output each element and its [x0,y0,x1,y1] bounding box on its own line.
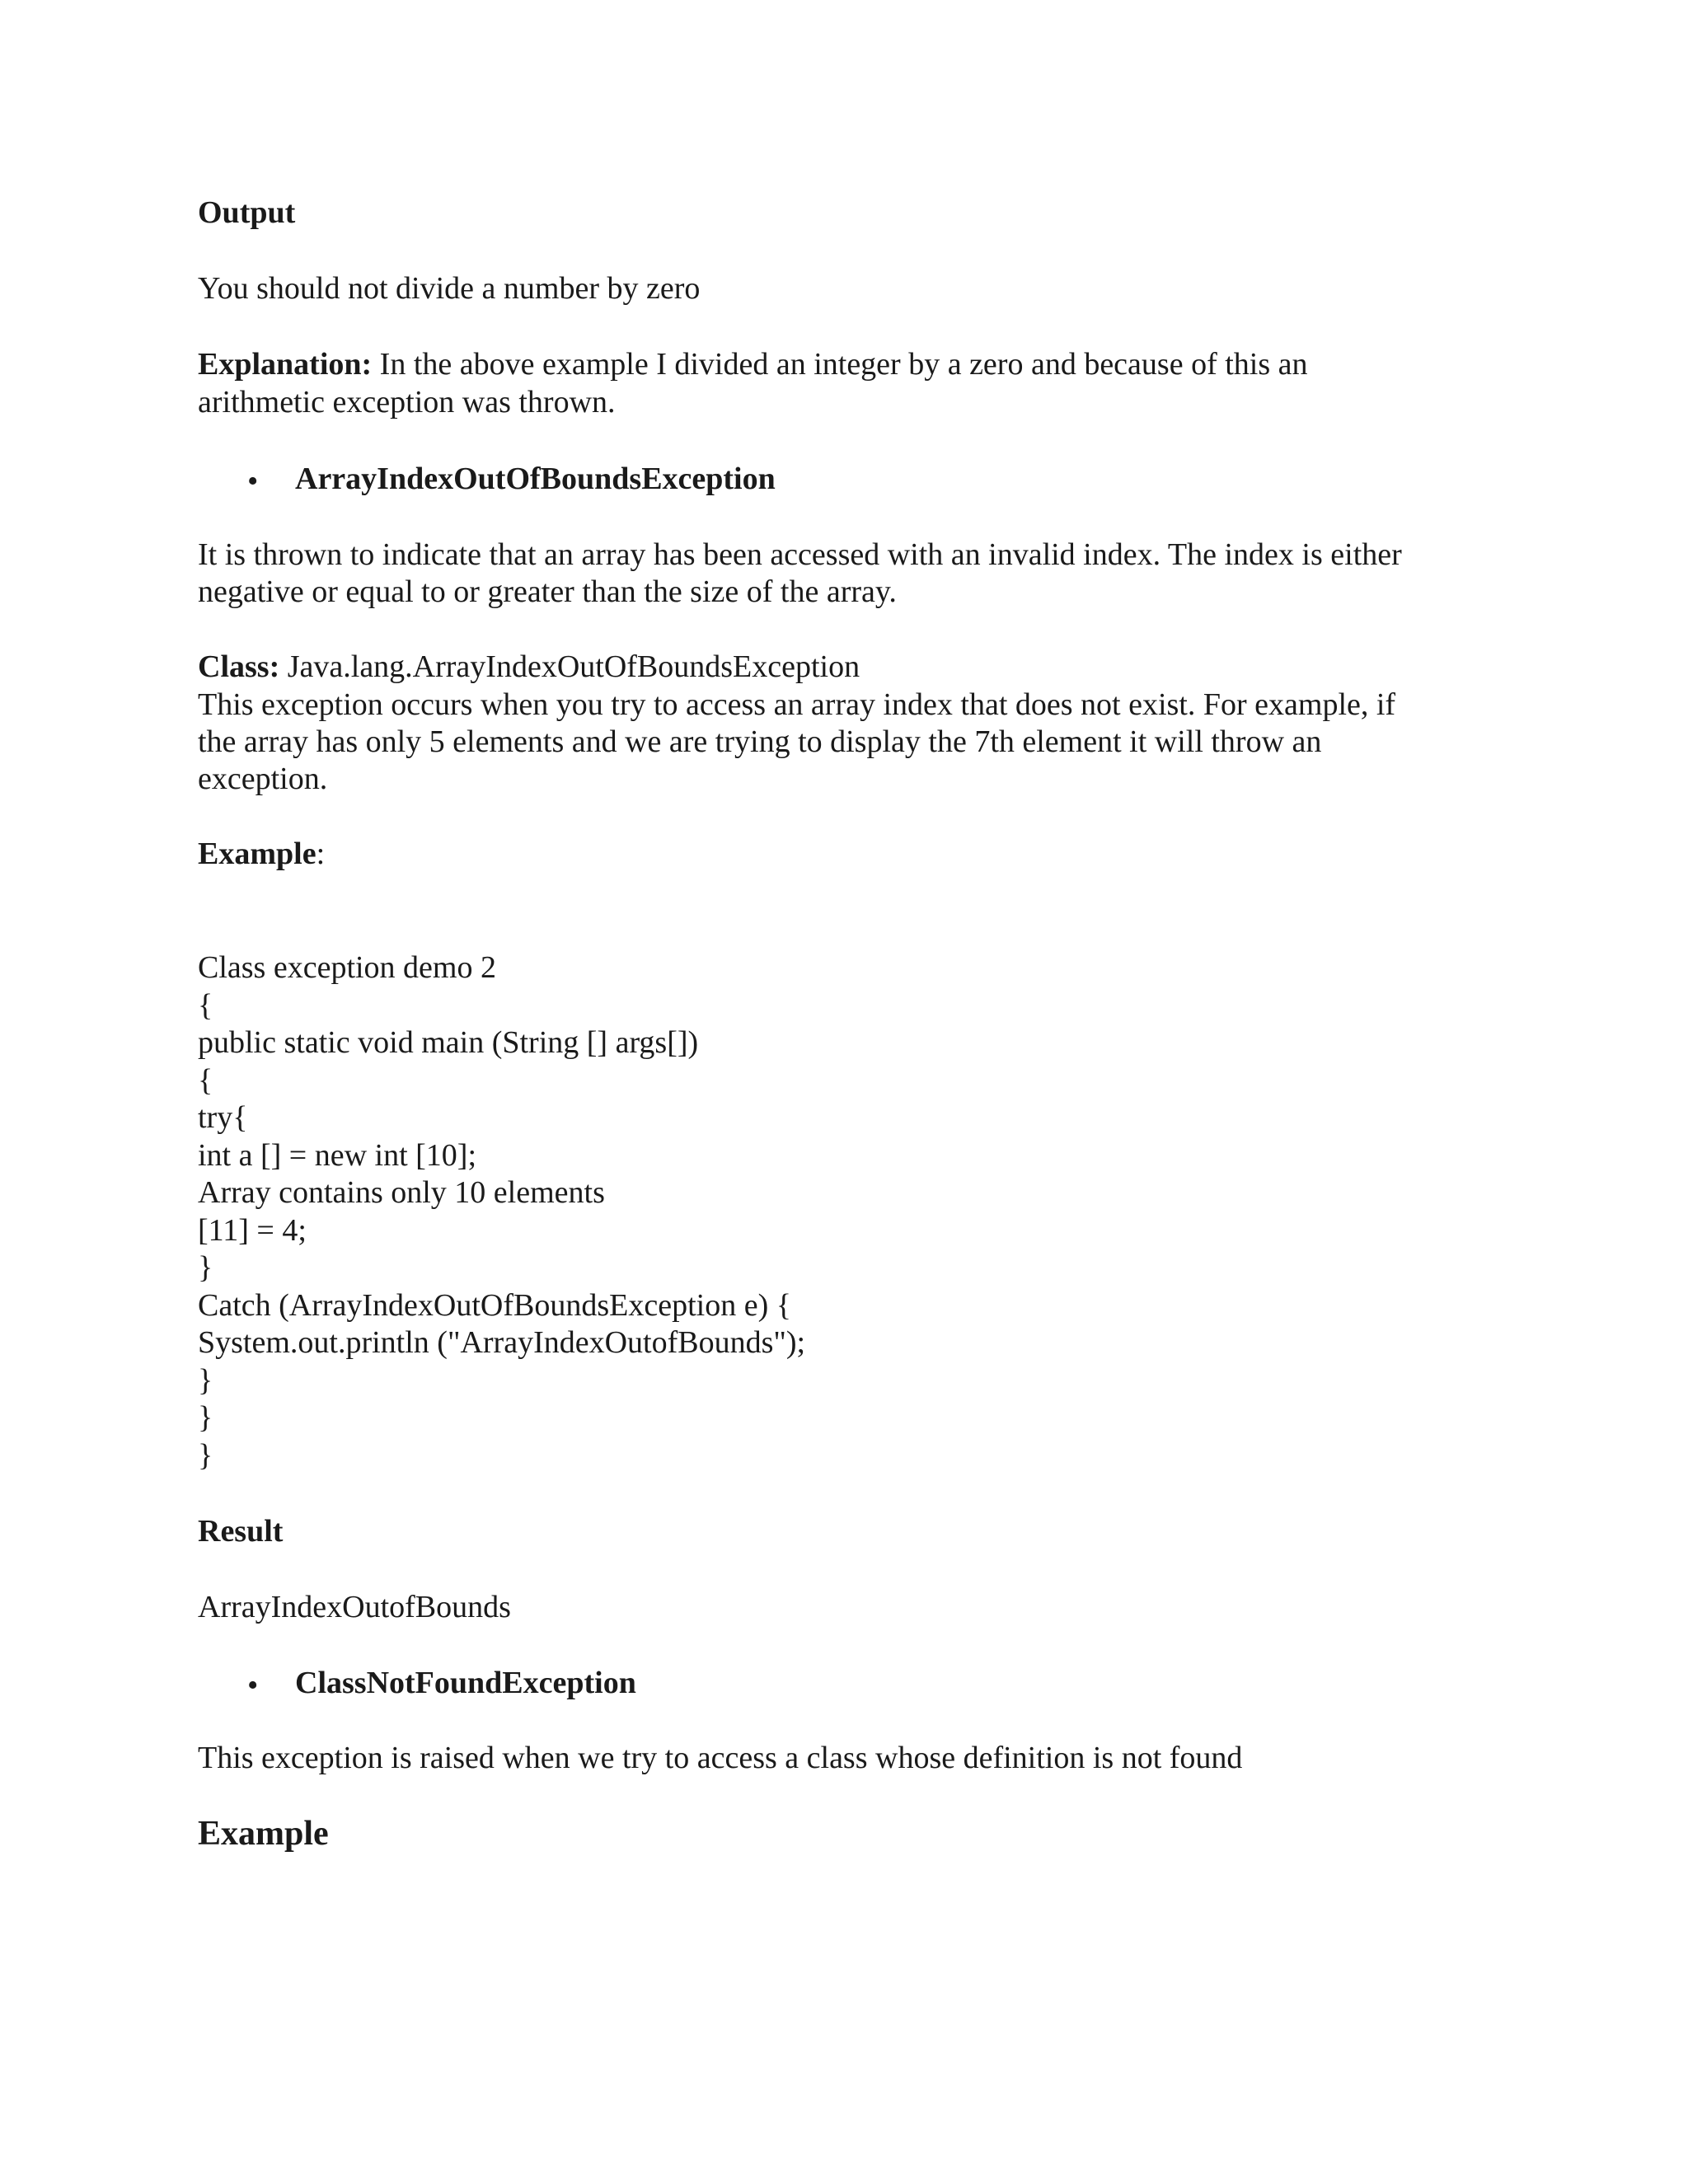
code-line: } [198,1250,213,1285]
class-not-found-title: ClassNotFoundException [295,1666,636,1700]
example-colon: : [316,837,326,871]
example-label-line [198,836,325,873]
result-text: ArrayIndexOutofBounds [198,1590,511,1624]
code-line: [11] = 4; [198,1212,307,1248]
bullet-marker: • [247,1668,259,1703]
array-class-line [198,649,860,686]
code-line: public static void main (String [] args[]) [198,1025,699,1060]
result-heading: Result [198,1514,284,1549]
class-not-found-desc: This exception is raised when we try to access a class whose definition is not found [198,1741,1243,1775]
code-line: { [198,987,213,1023]
array-desc-line-2: negative or equal to or greater than the size of the array. [198,574,897,609]
code-block [198,949,805,1474]
explanation-text-1: In the above example I divided an integer by a zero and because of this an [372,347,1308,382]
class-value: Java.lang.ArrayIndexOutOfBoundsException [279,649,860,684]
code-line: } [198,1400,213,1435]
array-detail-line-1: This exception occurs when you try to access an array index that does not exist. For example, if [198,687,1396,722]
code-line: Catch (ArrayIndexOutOfBoundsException e) { [198,1287,791,1323]
code-line: try{ [198,1100,248,1135]
output-text: You should not divide a number by zero [198,271,701,306]
array-exception-title: ArrayIndexOutOfBoundsException [295,462,776,496]
code-line: } [198,1362,213,1398]
code-line: Array contains only 10 elements [198,1175,605,1210]
example-label: Example [198,837,316,871]
output-heading: Output [198,195,296,230]
array-desc-line-1: It is thrown to indicate that an array has been accessed with an invalid index. The index is either [198,537,1402,572]
explanation-line-1 [198,346,1308,383]
explanation-line-2: arithmetic exception was thrown. [198,385,616,419]
array-detail-line-3: exception. [198,762,328,796]
class-label: Class: [198,649,280,684]
explanation-label: Explanation: [198,347,373,382]
code-line: { [198,1062,213,1098]
array-detail-line-2: the array has only 5 elements and we are trying to display the 7th element it will throw an [198,724,1322,759]
code-line: System.out.println ("ArrayIndexOutofBounds"); [198,1325,806,1360]
bullet-marker: • [247,464,259,499]
example-heading: Example [198,1815,329,1853]
code-line: Class exception demo 2 [198,950,496,985]
code-line: int a [] = new int [10]; [198,1137,477,1173]
code-line: } [198,1437,213,1473]
